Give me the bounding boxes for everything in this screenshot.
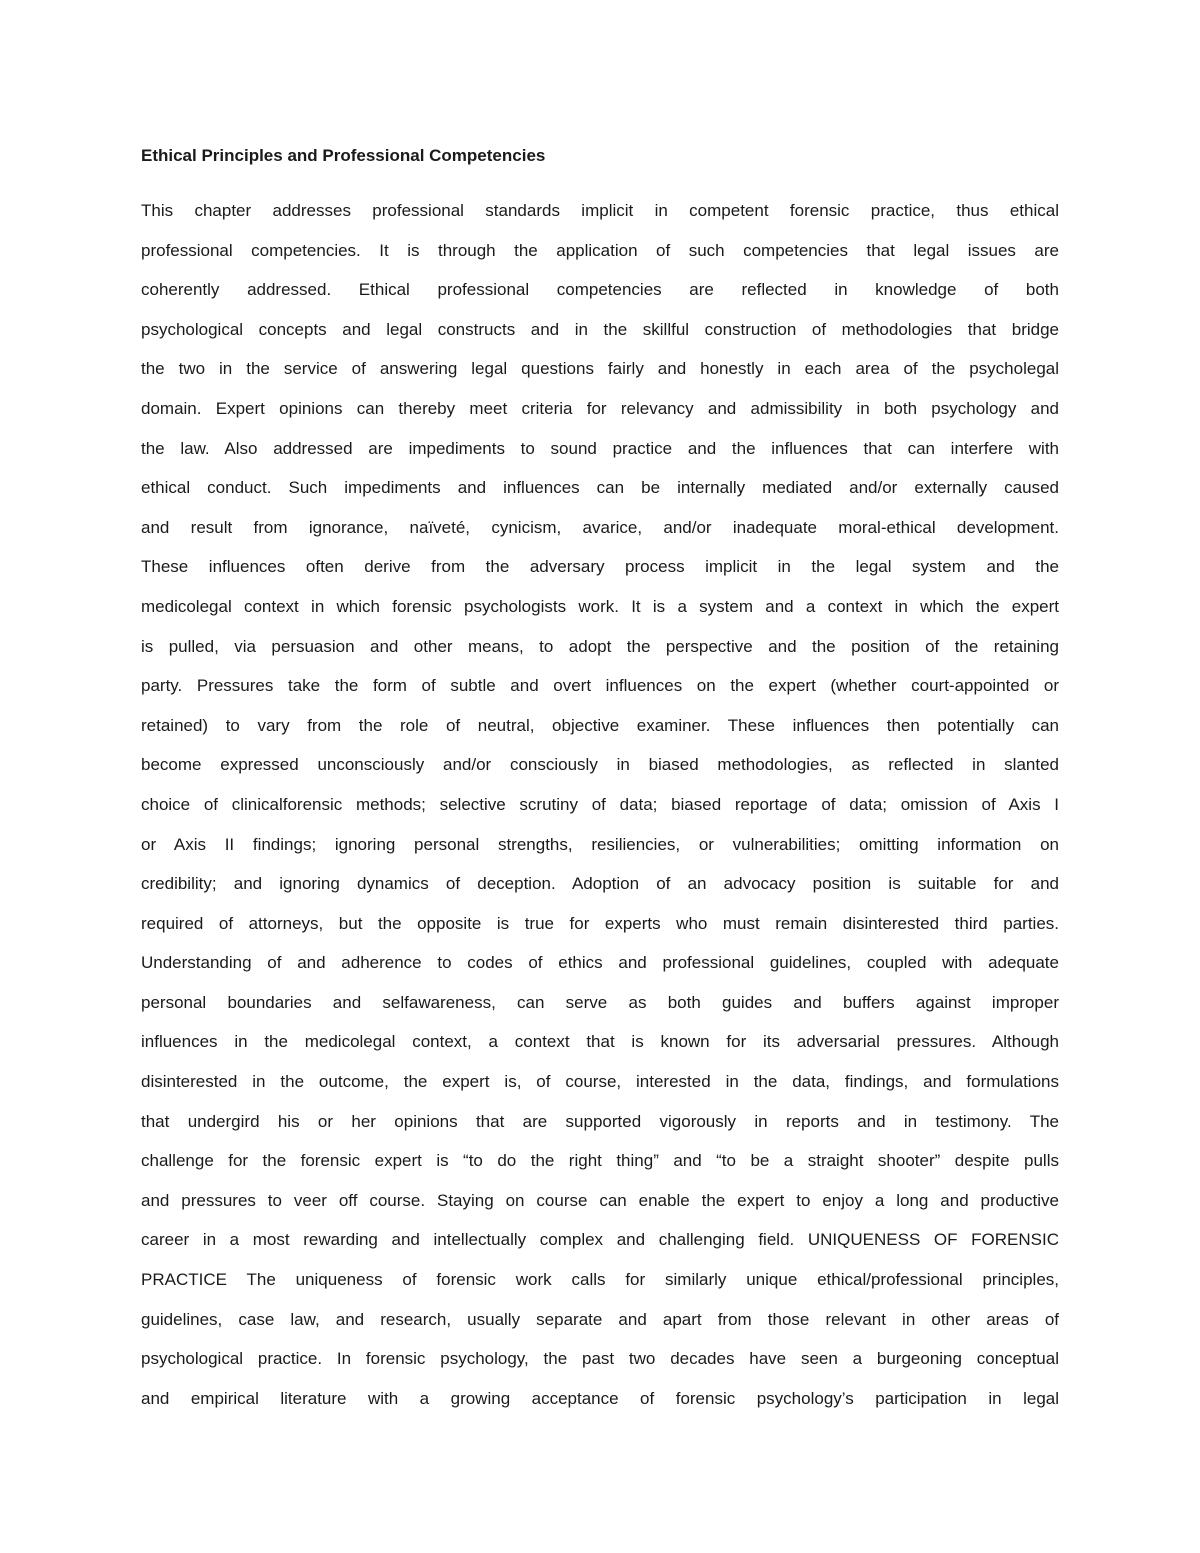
text-line: influences in the medicolegal context, a context that is known for its adversarial pressures. Although bbox=[141, 1032, 1059, 1052]
text-line: These influences often derive from the adversary process implicit in the legal system and the bbox=[141, 557, 1059, 577]
text-line: retained) to vary from the role of neutral, objective examiner. These influences then potentially can bbox=[141, 715, 1059, 735]
text-line: guidelines, case law, and research, usually separate and apart from those relevant in other areas of bbox=[141, 1309, 1059, 1329]
document-heading: Ethical Principles and Professional Competencies bbox=[141, 146, 546, 165]
text-line: personal boundaries and selfawareness, can serve as both guides and buffers against improper bbox=[141, 992, 1059, 1012]
text-line: psychological concepts and legal constructs and in the skillful construction of methodologies that bridge bbox=[141, 319, 1059, 339]
text-line: Understanding of and adherence to codes of ethics and professional guidelines, coupled with adequate bbox=[141, 953, 1059, 973]
text-line: psychological practice. In forensic psychology, the past two decades have seen a burgeoning conceptual bbox=[141, 1349, 1059, 1369]
text-line: and empirical literature with a growing acceptance of forensic psychology’s participation in legal bbox=[141, 1388, 1059, 1408]
text-line: domain. Expert opinions can thereby meet criteria for relevancy and admissibility in both psychology and bbox=[141, 398, 1059, 418]
text-line: career in a most rewarding and intellectually complex and challenging field. UNIQUENESS OF FORENSIC bbox=[141, 1230, 1059, 1250]
text-line: become expressed unconsciously and/or consciously in biased methodologies, as reflected in slanted bbox=[141, 755, 1059, 775]
text-line: or Axis II findings; ignoring personal strengths, resiliencies, or vulnerabilities; omitting information on bbox=[141, 834, 1059, 854]
text-line: that undergird his or her opinions that are supported vigorously in reports and in testimony. The bbox=[141, 1111, 1059, 1131]
text-line: the law. Also addressed are impediments to sound practice and the influences that can interfere with bbox=[141, 438, 1059, 458]
text-line: professional competencies. It is through the application of such competencies that legal issues are bbox=[141, 240, 1059, 260]
text-line: is pulled, via persuasion and other means, to adopt the perspective and the position of the retaining bbox=[141, 636, 1059, 656]
text-line: ethical conduct. Such impediments and influences can be internally mediated and/or externally caused bbox=[141, 478, 1059, 498]
text-line: party. Pressures take the form of subtle and overt influences on the expert (whether court-appointed or bbox=[141, 676, 1059, 696]
text-line: choice of clinicalforensic methods; selective scrutiny of data; biased reportage of data; omission of Axis I bbox=[141, 794, 1059, 814]
text-line: the two in the service of answering legal questions fairly and honestly in each area of the psycholegal bbox=[141, 359, 1059, 379]
text-line: disinterested in the outcome, the expert is, of course, interested in the data, findings, and formulations bbox=[141, 1072, 1059, 1092]
text-line: and result from ignorance, naïveté, cynicism, avarice, and/or inadequate moral-ethical development. bbox=[141, 517, 1059, 537]
text-line: coherently addressed. Ethical professional competencies are reflected in knowledge of both bbox=[141, 280, 1059, 300]
text-line: This chapter addresses professional standards implicit in competent forensic practice, thus ethical bbox=[141, 201, 1059, 220]
text-line: required of attorneys, but the opposite is true for experts who must remain disinterested third parties. bbox=[141, 913, 1059, 933]
text-line: credibility; and ignoring dynamics of deception. Adoption of an advocacy position is suitable for and bbox=[141, 874, 1059, 894]
text-line: medicolegal context in which forensic psychologists work. It is a system and a context in which the expert bbox=[141, 596, 1059, 616]
text-line: PRACTICE The uniqueness of forensic work calls for similarly unique ethical/professional principles, bbox=[141, 1270, 1059, 1290]
text-line: challenge for the forensic expert is “to do the right thing” and “to be a straight shooter” despite pulls bbox=[141, 1151, 1059, 1171]
text-line: and pressures to veer off course. Staying on course can enable the expert to enjoy a long and productive bbox=[141, 1190, 1059, 1210]
body-paragraph bbox=[141, 200, 1059, 1427]
